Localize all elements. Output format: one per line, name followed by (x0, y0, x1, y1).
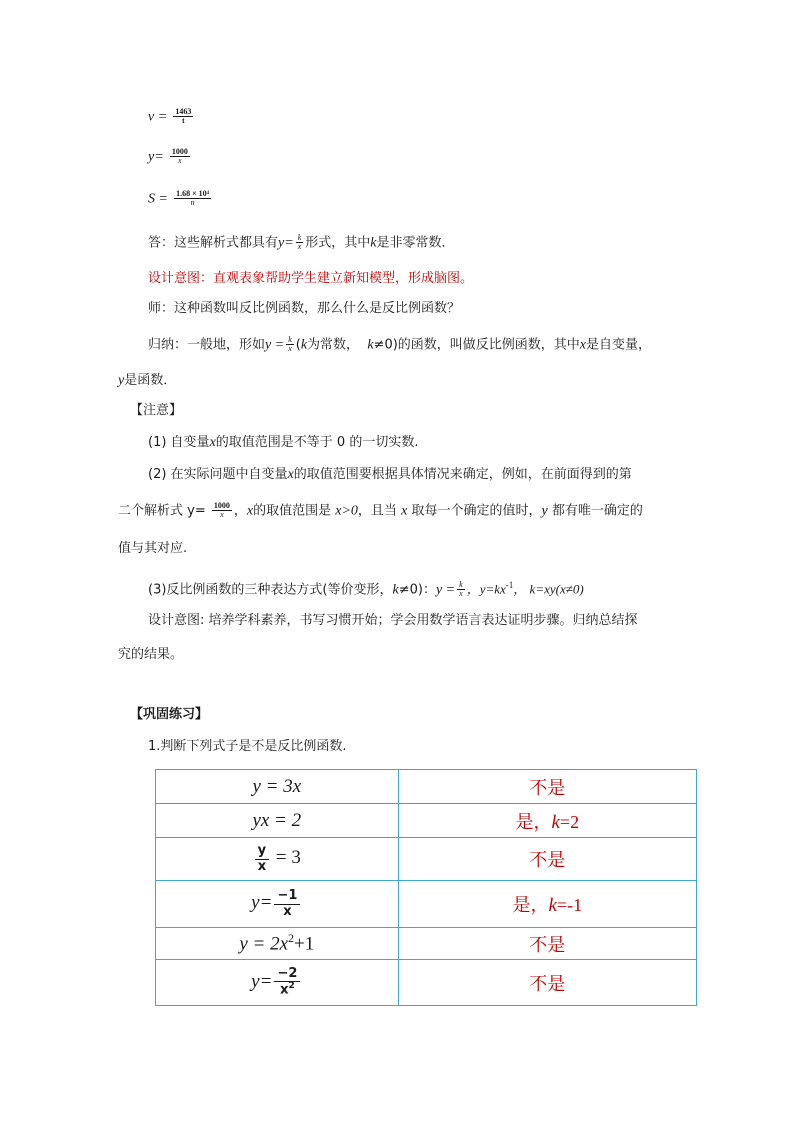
formula-s: S = $\frac{\text{1.68 × 10⁴}}{n}$ (148, 189, 210, 208)
fraction: $\frac{-1}{x}$ (274, 889, 300, 919)
exercise-table (155, 769, 697, 1006)
formula-y: y= $\frac{1000}{x}$ (148, 147, 188, 166)
answer-cell: 不是 (398, 928, 696, 960)
note-1: (1) 自变量x的取值范围是不等于 0 的一切实数. (148, 435, 419, 450)
fraction: $\frac{1000}{x}$ (171, 147, 188, 166)
fraction: $\frac{y}{x}$ (255, 844, 269, 874)
fraction: $\frac{\text{1.68 × 10⁴}}{n}$ (176, 189, 210, 208)
answer-cell: 不是 (398, 838, 696, 881)
expression-cell: $y = 2x^2+1$ (156, 928, 399, 960)
fraction: $\frac{k}{x}$ (288, 335, 292, 354)
answer-line: 答：这些解析式都具有y= $\frac{k}{x}$ 形式，其中k是非零常数． (148, 233, 455, 252)
design-intent-2-line-2: 究的结果。 (118, 647, 184, 662)
note-heading: 【注意】 (130, 403, 183, 418)
table-row (156, 881, 697, 928)
answer-cell: 是，k=-1 (398, 881, 696, 928)
exercise-1: 1.判断下列式子是不是反比例函数. (148, 739, 347, 754)
answer-cell: 是，k=2 (398, 804, 696, 838)
expression-cell: yx = 2 (156, 804, 399, 838)
fraction: $\frac{k}{x}$ (297, 233, 302, 252)
summary-line-2: y是函数． (118, 373, 177, 388)
teacher-question: 师：这种函数叫反比例函数，那么什么是反比例函数？ (148, 301, 461, 316)
table-row (156, 960, 697, 1006)
design-intent-1: 设计意图：直观表象帮助学生建立新知模型，形成脑图。 (148, 271, 474, 286)
formula-v: v = $\frac{1463}{t}$ (148, 107, 192, 126)
fraction: $\frac{-2}{x^2}$ (274, 967, 300, 998)
note-2-line-1: (2) 在实际问题中自变量x的取值范围要根据具体情况来确定，例如，在前面得到的第 (148, 467, 632, 482)
note-3: (3)反比例函数的三种表达方式(等价变形，k≠0)：y = $\frac{k}{x}$ ，$y=kx^{-1}$， k=xy(x≠0) (148, 579, 584, 599)
fraction: $\frac{k}{x}$ (459, 579, 463, 599)
answer-cell: 不是 (398, 770, 696, 804)
expression-cell: y = 3x (156, 770, 399, 804)
table-row (156, 838, 697, 881)
expression-cell: y= $\frac{-1}{x}$ (156, 881, 399, 928)
fraction: $\frac{1000}{x}$ (213, 501, 230, 520)
fraction: $\frac{1463}{t}$ (175, 107, 192, 126)
answer-cell: 不是 (398, 960, 696, 1006)
expression-cell: $\frac{y}{x}$ = 3 (156, 838, 399, 881)
expression-cell: y= $\frac{-2}{x^2}$ (156, 960, 399, 1006)
summary-line-1: 归纳：一般地，形如y = $\frac{k}{x}$ (k为常数， k≠0)的函数，叫做反比例函数，其中x是自变量， (148, 335, 652, 354)
table-row (156, 928, 697, 960)
table-row (156, 770, 697, 804)
table-row (156, 804, 697, 838)
note-2-line-2: 二个解析式 y= $\frac{1000}{x}$ ，x的取值范围是 x>0，且当 x 取每一个确定的值时，y 都有唯一确定的 (118, 501, 643, 520)
design-intent-2-line-1: 设计意图: 培养学科素养，书写习惯开始；学会用数学语言表达证明步骤。归纳总结探 (148, 613, 638, 628)
practice-heading: 【巩固练习】 (130, 707, 209, 722)
note-2-line-3: 值与其对应. (118, 541, 188, 556)
